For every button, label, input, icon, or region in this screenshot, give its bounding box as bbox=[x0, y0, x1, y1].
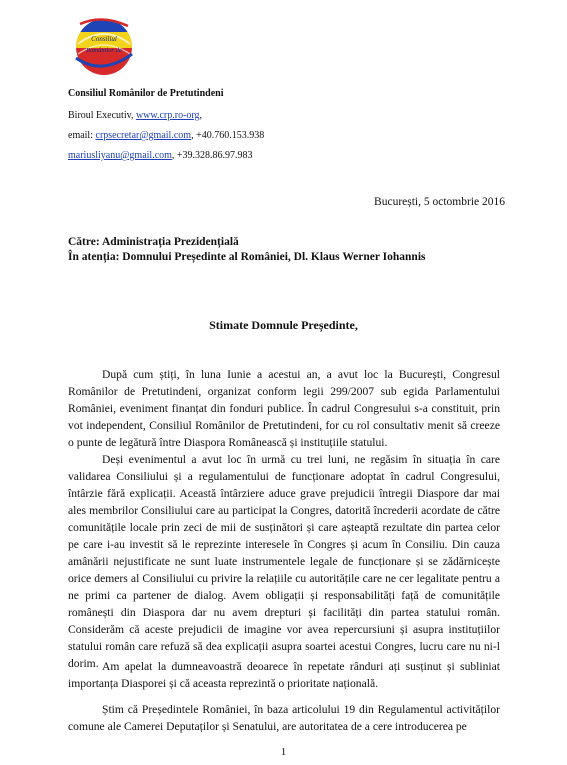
addressee-to: Către: Administrația Prezidențială bbox=[68, 236, 239, 248]
logo-text-top: Consiliul bbox=[91, 35, 117, 43]
email2-link[interactable]: mariusliyanu@gmail.com bbox=[68, 150, 172, 161]
email2-line bbox=[68, 150, 253, 162]
email-label: email: bbox=[68, 130, 96, 141]
organization-name: Consiliul Românilor de Pretutindeni bbox=[68, 88, 224, 99]
organization-logo bbox=[72, 14, 136, 78]
email-phone: , +40.760.153.938 bbox=[191, 130, 265, 141]
paragraph-4: Știm că Președintele României, în baza articolului 19 din Regulamentul activităților comune ale Camerei Deputaților și Senatului, are autoritatea de a cere introducerea pe bbox=[68, 703, 500, 733]
office-line bbox=[68, 110, 202, 122]
paragraph-2: Deși evenimentul a avut loc în urmă cu trei luni, ne regăsim în situația în care validarea Consiliului și a regulamentului de funcționare adoptat în cadrul Congresului, întârzie fără explicații. Această întârziere aduce grave prejudicii întregii Diaspore dar mai ales membrilor Consiliului care au participat la Congres, datorită încrederii acordate de către comunitățile locale prin zeci de mii de susținători și care așteaptă rezultate din partea celor pe care i-au investit să le reprezinte interesele în Congres și acum în Consiliu. Din cauza amânării nejustificate ne sunt luate instrumentele legale de funcționare și se zădărnicește orice demers al Consiliului cu privire la relațiile cu autoritățile care ne cer legalitate pentru a ne primi ca partener de dialog. Avem obligații și responsabilități față de comunitățile românești din Diaspora dar nu avem drepturi și facilități din partea statului român. Considerăm că aceste prejudicii de imagine vor avea repercursiuni și asupra instituțiilor statului român care refuză să dea explicații asupra soartei acestui Congres, lucru care nu ni-l dorim. bbox=[68, 453, 500, 670]
email-line bbox=[68, 130, 264, 142]
email2-phone: , +39.328.86.97.983 bbox=[171, 150, 253, 161]
paragraph-3: Am apelat la dumneavoastră deoarece în repetate rânduri ați susținut și subliniat importanța Diasporei și că aceasta reprezintă o prioritate națională. bbox=[68, 660, 500, 690]
page-number: 1 bbox=[280, 746, 287, 758]
salutation: Stimate Domnule Președinte, bbox=[209, 318, 358, 332]
website-link[interactable]: www.crp.ro-org bbox=[135, 110, 200, 121]
office-label: Biroul Executiv, bbox=[68, 110, 136, 121]
paragraph-1: După cum știți, în luna Iunie a acestui an, a avut loc la București, Congresul Românilor de Pretutindeni, organizat conform legii 299/2007 sub egida Parlamentului României, eveniment finanțat din fonduri publice. În cadrul Congresului s-a constituit, prin vot independent, Consiliul Românilor de Pretutindeni, for cu rol consultativ menit să creeze o punte de legătură între Diaspora Românească și instituțiile statului. bbox=[68, 368, 500, 449]
logo-text-bottom: Românilor de bbox=[86, 47, 122, 54]
office-suffix: , bbox=[199, 110, 203, 121]
addressee-attention: În atenția: Domnului Președinte al României, Dl. Klaus Werner Iohannis bbox=[68, 251, 426, 263]
letter-date: București, 5 octombrie 2016 bbox=[374, 196, 505, 208]
email-link[interactable]: crpsecretar@gmail.com bbox=[95, 130, 192, 141]
